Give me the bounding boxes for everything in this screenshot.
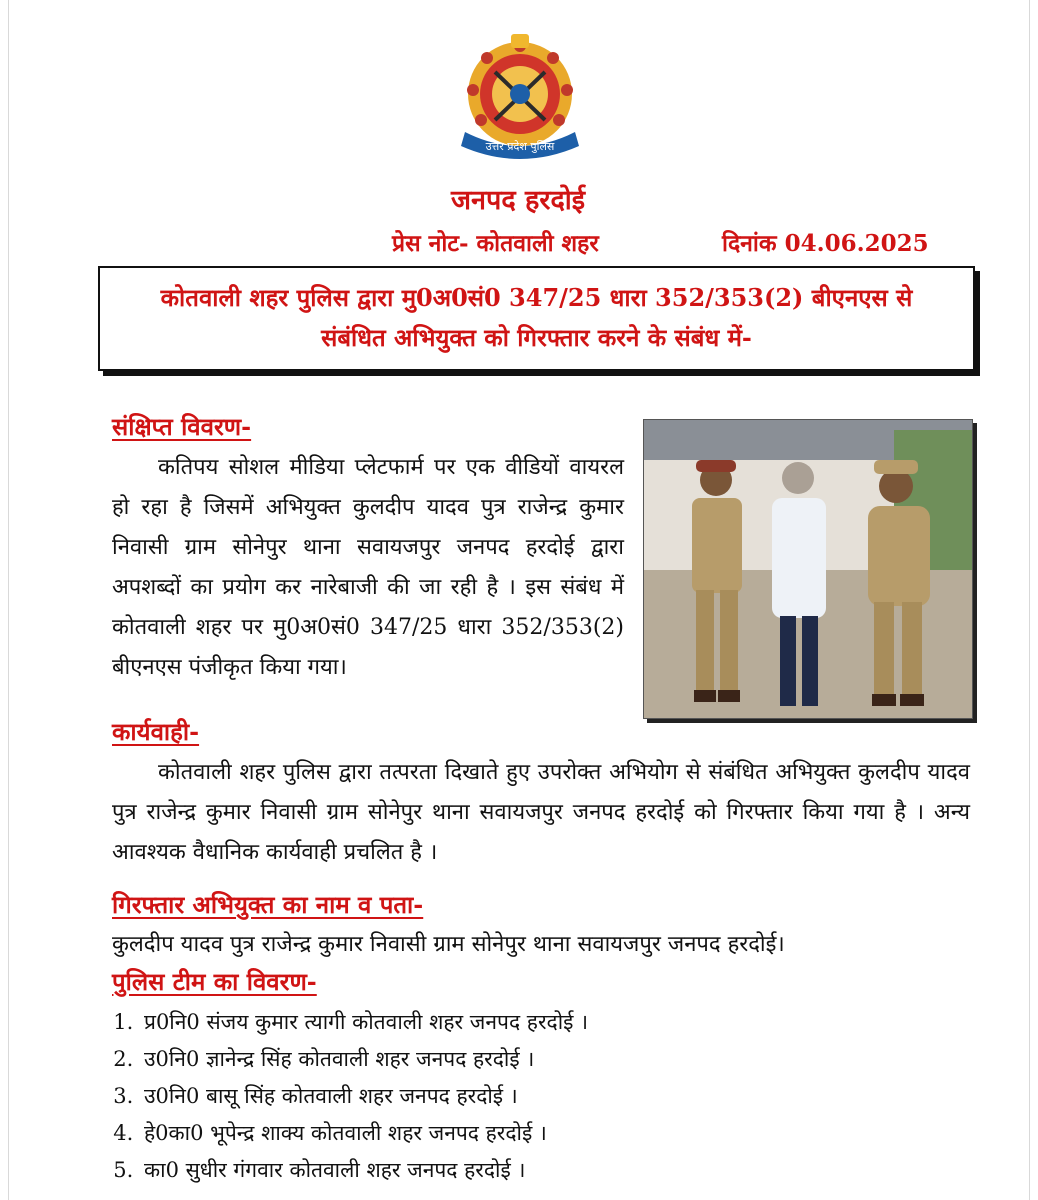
team-member: 5. का0 सुधीर गंगवार कोतवाली शहर जनपद हरदोई । — [140, 1152, 840, 1189]
subject-box — [98, 266, 975, 371]
team-member: 4. हे0का0 भूपेन्द्र शाक्य कोतवाली शहर जनपद हरदोई । — [140, 1115, 840, 1152]
district-title: जनपद हरदोई — [450, 185, 586, 216]
press-date: दिनांक 04.06.2025 — [722, 230, 929, 257]
team-heading: पुलिस टीम का विवरण- — [112, 967, 317, 996]
team-list — [112, 1004, 840, 1189]
team-member: 1. प्र0नि0 संजय कुमार त्यागी कोतवाली शहर जनपद हरदोई । — [140, 1004, 840, 1041]
arrest-photo-image — [644, 420, 972, 718]
action-heading: कार्यवाही- — [112, 717, 200, 746]
press-note-row — [392, 226, 952, 258]
police-emblem-icon — [455, 32, 585, 162]
press-note-label: प्रेस नोट- कोतवाली शहर — [392, 230, 599, 257]
accused-heading: गिरफ्तार अभियुक्त का नाम व पता- — [112, 890, 424, 919]
arrest-photo — [643, 419, 973, 719]
accused-text: कुलदीप यादव पुत्र राजेन्द्र कुमार निवासी ग्राम सोनेपुर थाना सवायजपुर जनपद हरदोई। — [112, 932, 785, 957]
subject-line-1: कोतवाली शहर पुलिस द्वारा मु0अ0सं0 347/25 धारा 352/353(2) बीएनएस से — [160, 283, 913, 312]
subject-line-2: संबंधित अभियुक्त को गिरफ्तार करने के संबंध में- — [321, 323, 752, 352]
summary-heading: संक्षिप्त विवरण- — [112, 412, 252, 441]
team-member: 3. उ0नि0 बासू सिंह कोतवाली शहर जनपद हरदोई । — [140, 1078, 840, 1115]
emblem-ribbon-text: उत्तर प्रदेश पुलिस — [485, 140, 555, 153]
action-text: कोतवाली शहर पुलिस द्वारा तत्परता दिखाते हुए उपरोक्त अभियोग से संबंधित अभियुक्त कुलदीप यादव पुत्र राजेन्द्र कुमार निवासी ग्राम सोनेपुर थाना सवायजपुर जनपद हरदोई को गिरफ्तार किया गया है । अन्य आवश्यक वैधानिक कार्यवाही प्रचलित है । — [112, 760, 970, 865]
summary-text: कतिपय सोशल मीडिया प्लेटफार्म पर एक वीडियों वायरल हो रहा है जिसमें अभियुक्त कुलदीप यादव पुत्र राजेन्द्र कुमार निवासी ग्राम सोनेपुर थाना सवायजपुर जनपद हरदोई द्वारा अपशब्दों का प्रयोग कर नारेबाजी की जा रही है । इस संबंध में कोतवाली शहर पर मु0अ0सं0 347/25 धारा 352/353(2) बीएनएस पंजीकृत किया गया। — [112, 455, 624, 680]
team-member: 2. उ0नि0 ज्ञानेन्द्र सिंह कोतवाली शहर जनपद हरदोई । — [140, 1041, 840, 1078]
